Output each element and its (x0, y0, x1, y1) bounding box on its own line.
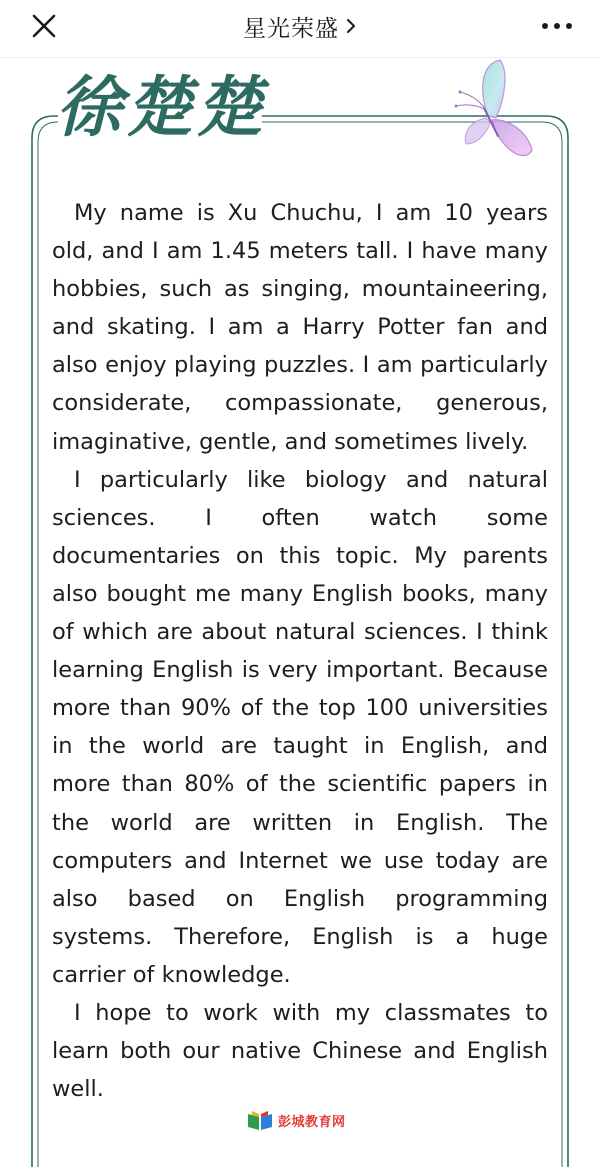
account-title-button[interactable] (0, 0, 600, 52)
paragraph-hope: I hope to work with my classmates to learn both our native Chinese and English well. (52, 999, 548, 1103)
watermark-text: 彭城教育网 (278, 1114, 346, 1130)
card-title: 徐楚楚 (56, 68, 266, 146)
book-logo-icon (246, 1108, 274, 1132)
paragraph-intro: My name is Xu Chuchu, I am 10 years old, and I am 1.45 meters tall. I have many hobbies, such as singing, mountaineering, and skating. I am a Harry Potter fan and also enjoy playing puzzles. I am particularly considerate, compassionate, generous, imaginative, gentle, and sometimes lively. (52, 200, 548, 455)
account-title: 星光荣盛 (243, 15, 339, 42)
more-dots-icon[interactable] (540, 14, 574, 38)
article-body (52, 194, 548, 1108)
butterfly-icon (448, 58, 540, 170)
top-navigation-bar (0, 0, 600, 58)
chevron-right-icon (345, 17, 357, 35)
site-watermark (246, 1106, 346, 1134)
paragraph-interests: I particularly like biology and natural sciences. I often watch some documentaries on this topic. My parents also bought me many English books, many of which are about natural sciences. I think learning English is very important. Because more than 90% of the top 100 universities in the world are taught in English, and more than 80% of the scientific papers in the world are written in English. The computers and Internet we use today are also based on English programming systems. Therefore, English is a huge carrier of knowledge. (52, 466, 548, 988)
